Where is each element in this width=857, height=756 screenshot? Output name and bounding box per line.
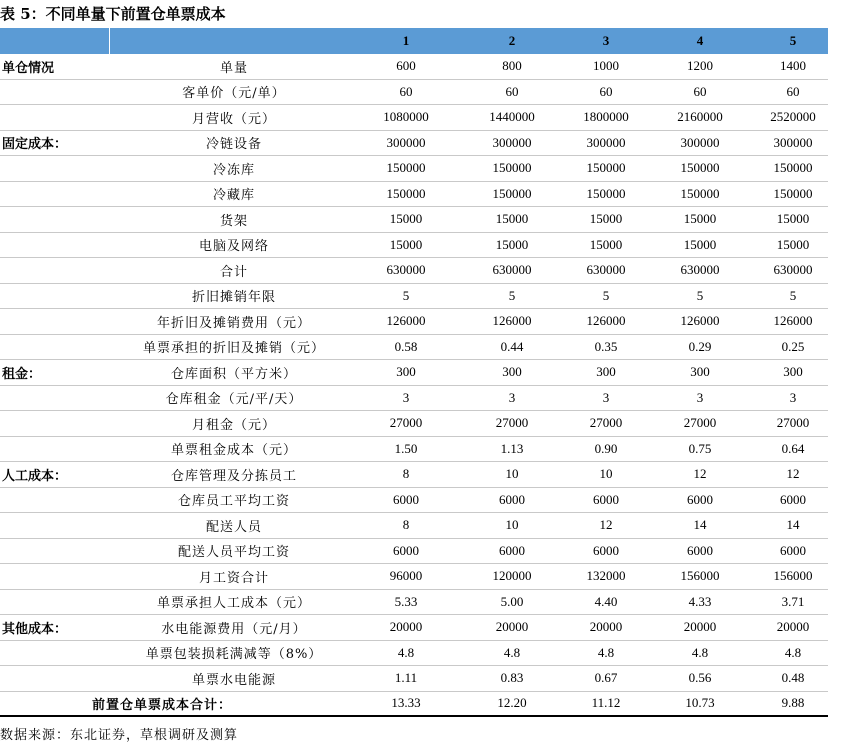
row-value: 1.13 [500, 440, 524, 456]
row-value: 630000 [773, 262, 813, 278]
row-value: 120000 [492, 568, 532, 584]
row-value: 300000 [680, 134, 720, 150]
row-value: 150000 [386, 160, 426, 176]
row-item-label: 折旧摊销年限 [191, 290, 276, 306]
row-item-label: 仓库面积（平方米） [170, 366, 297, 382]
row-value: 15000 [495, 236, 529, 252]
row-item-label: 单票承担人工成本（元） [156, 596, 311, 612]
row-value: 27000 [589, 415, 623, 431]
header-col: 4 [696, 33, 704, 48]
row-value: 10 [505, 517, 519, 533]
row-value: 15000 [495, 211, 529, 227]
header-col: 2 [508, 33, 516, 48]
row-value: 20000 [683, 619, 717, 635]
row-value: 3 [696, 389, 704, 405]
row-value: 126000 [386, 313, 426, 329]
row-item-label: 仓库租金（元/平/天） [165, 392, 303, 408]
row-value: 300 [690, 364, 710, 380]
row-category [0, 564, 110, 589]
row-value: 3 [602, 389, 610, 405]
row-value: 1400 [780, 58, 806, 74]
table-body [0, 54, 828, 692]
row-value: 4.8 [597, 644, 615, 660]
row-value: 2160000 [677, 109, 723, 125]
row-value: 150000 [680, 160, 720, 176]
row-category [0, 590, 110, 615]
row-value: 6000 [593, 542, 619, 558]
row-category [0, 258, 110, 283]
table-row [0, 131, 828, 157]
row-item-label: 电脑及网络 [198, 239, 269, 255]
table-row [0, 462, 828, 488]
row-value: 12 [786, 466, 800, 482]
table-row [0, 513, 828, 539]
data-source-note: 数据来源：东北证券，草根调研及测算 [0, 728, 239, 743]
row-value: 126000 [773, 313, 813, 329]
row-value: 5.33 [394, 593, 418, 609]
row-value: 300 [783, 364, 803, 380]
row-item-label: 仓库员工平均工资 [177, 494, 290, 510]
row-value: 150000 [773, 185, 813, 201]
row-value: 150000 [386, 185, 426, 201]
row-category [0, 335, 110, 360]
header-col: 5 [789, 33, 797, 48]
row-category [0, 105, 110, 130]
table-title: 表 5：不同单量下前置仓单票成本 [0, 5, 226, 23]
row-category: 租金： [2, 366, 42, 382]
row-value: 0.83 [500, 670, 524, 686]
row-category: 固定成本： [2, 137, 68, 153]
row-category [0, 411, 110, 436]
row-item-label: 水电能源费用（元/月） [161, 621, 307, 637]
row-item-label: 年折旧及摊销费用（元） [156, 315, 311, 331]
row-value: 0.90 [594, 440, 618, 456]
table-row [0, 564, 828, 590]
total-value: 13.33 [391, 695, 421, 711]
row-value: 0.58 [394, 338, 418, 354]
row-value: 5 [696, 287, 704, 303]
row-item-label: 单票承担的折旧及摊销（元） [142, 341, 325, 357]
row-value: 0.44 [500, 338, 524, 354]
row-value: 1440000 [489, 109, 535, 125]
row-item-label: 单量 [219, 60, 248, 76]
total-value: 9.88 [781, 695, 805, 711]
cost-table [0, 28, 828, 717]
row-item-label: 货架 [219, 213, 248, 229]
row-value: 5 [602, 287, 610, 303]
table-row [0, 80, 828, 106]
table-row [0, 539, 828, 565]
row-item-label: 月工资合计 [198, 570, 269, 586]
row-item-label: 客单价（元/单） [182, 86, 286, 102]
row-value: 300 [396, 364, 416, 380]
row-value: 60 [599, 83, 613, 99]
row-value: 126000 [586, 313, 626, 329]
row-value: 15000 [389, 211, 423, 227]
row-value: 20000 [389, 619, 423, 635]
row-category [0, 182, 110, 207]
row-category [0, 437, 110, 462]
row-value: 6000 [687, 542, 713, 558]
header-col: 3 [602, 33, 610, 48]
row-value: 15000 [389, 236, 423, 252]
total-label: 前置仓单票成本合计： [92, 697, 233, 713]
row-item-label: 单票包装损耗满减等（8%） [145, 647, 323, 663]
row-value: 5 [508, 287, 516, 303]
header-blank-category [0, 28, 110, 54]
row-category [0, 539, 110, 564]
row-item-label: 配送人员 [205, 519, 262, 535]
row-value: 1.50 [394, 440, 418, 456]
row-value: 126000 [680, 313, 720, 329]
row-value: 300000 [586, 134, 626, 150]
row-value: 60 [505, 83, 519, 99]
row-value: 27000 [683, 415, 717, 431]
table-row [0, 182, 828, 208]
row-value: 0.67 [594, 670, 618, 686]
row-value: 3 [508, 389, 516, 405]
row-value: 27000 [389, 415, 423, 431]
row-value: 12 [693, 466, 707, 482]
row-item-label: 冷链设备 [205, 137, 262, 153]
row-value: 2520000 [770, 109, 816, 125]
row-value: 630000 [386, 262, 426, 278]
row-item-label: 仓库管理及分拣员工 [170, 468, 297, 484]
row-value: 60 [399, 83, 413, 99]
row-value: 27000 [776, 415, 810, 431]
row-value: 6000 [593, 491, 619, 507]
row-value: 600 [396, 58, 416, 74]
row-value: 60 [786, 83, 800, 99]
table-row [0, 284, 828, 310]
row-value: 15000 [683, 211, 717, 227]
total-value: 10.73 [685, 695, 715, 711]
table-row [0, 386, 828, 412]
total-value: 11.12 [591, 695, 621, 711]
row-category [0, 386, 110, 411]
row-value: 5.00 [500, 593, 524, 609]
table-row [0, 105, 828, 131]
row-value: 15000 [589, 211, 623, 227]
total-value: 12.20 [497, 695, 527, 711]
row-item-label: 配送人员平均工资 [177, 545, 290, 561]
row-value: 156000 [773, 568, 813, 584]
header-blank-item [110, 28, 358, 54]
row-category [0, 488, 110, 513]
row-value: 5 [402, 287, 410, 303]
table-row [0, 590, 828, 616]
row-category [0, 309, 110, 334]
row-category: 人工成本： [2, 468, 68, 484]
row-value: 14 [693, 517, 707, 533]
row-value: 0.75 [688, 440, 712, 456]
row-value: 300 [596, 364, 616, 380]
row-value: 27000 [495, 415, 529, 431]
table-row [0, 437, 828, 463]
row-value: 126000 [492, 313, 532, 329]
row-value: 1800000 [583, 109, 629, 125]
row-category [0, 156, 110, 181]
row-value: 3 [402, 389, 410, 405]
table-row [0, 335, 828, 361]
row-category [0, 80, 110, 105]
row-value: 630000 [586, 262, 626, 278]
table-row [0, 488, 828, 514]
row-value: 6000 [393, 542, 419, 558]
row-value: 300000 [492, 134, 532, 150]
row-category [0, 207, 110, 232]
table-row [0, 309, 828, 335]
row-item-label: 冷藏库 [212, 188, 255, 204]
row-value: 0.35 [594, 338, 618, 354]
row-value: 6000 [687, 491, 713, 507]
row-value: 132000 [586, 568, 626, 584]
row-value: 20000 [776, 619, 810, 635]
row-value: 5 [789, 287, 797, 303]
row-value: 15000 [776, 236, 810, 252]
row-value: 300000 [773, 134, 813, 150]
row-value: 4.40 [594, 593, 618, 609]
row-value: 96000 [389, 568, 423, 584]
table-row [0, 615, 828, 641]
row-value: 14 [786, 517, 800, 533]
row-value: 15000 [589, 236, 623, 252]
row-value: 10 [505, 466, 519, 482]
total-row [0, 692, 828, 718]
row-value: 0.56 [688, 670, 712, 686]
row-value: 150000 [773, 160, 813, 176]
row-value: 150000 [492, 185, 532, 201]
row-category [0, 284, 110, 309]
row-value: 15000 [683, 236, 717, 252]
row-value: 0.48 [781, 670, 805, 686]
header-col: 1 [402, 33, 410, 48]
row-value: 300000 [386, 134, 426, 150]
row-value: 150000 [586, 160, 626, 176]
table-row [0, 360, 828, 386]
row-value: 1.11 [394, 670, 418, 686]
table-row [0, 641, 828, 667]
row-value: 3 [789, 389, 797, 405]
row-value: 300 [502, 364, 522, 380]
row-value: 1080000 [383, 109, 429, 125]
row-item-label: 单票水电能源 [191, 672, 276, 688]
row-value: 0.25 [781, 338, 805, 354]
row-value: 4.8 [784, 644, 802, 660]
row-value: 8 [402, 517, 410, 533]
table-header [0, 28, 828, 54]
row-item-label: 单票租金成本（元） [170, 443, 297, 459]
row-value: 4.8 [691, 644, 709, 660]
row-value: 4.33 [688, 593, 712, 609]
row-value: 10 [599, 466, 613, 482]
row-item-label: 月租金（元） [191, 417, 276, 433]
row-value: 6000 [393, 491, 419, 507]
table-row [0, 233, 828, 259]
table-row [0, 666, 828, 692]
row-value: 0.64 [781, 440, 805, 456]
row-value: 1000 [593, 58, 619, 74]
row-value: 6000 [499, 491, 525, 507]
row-value: 20000 [589, 619, 623, 635]
row-category [0, 513, 110, 538]
table-row [0, 411, 828, 437]
row-value: 3.71 [781, 593, 805, 609]
row-value: 156000 [680, 568, 720, 584]
row-value: 20000 [495, 619, 529, 635]
row-value: 150000 [492, 160, 532, 176]
row-value: 150000 [586, 185, 626, 201]
row-category: 其他成本： [2, 621, 68, 637]
row-value: 630000 [492, 262, 532, 278]
row-value: 630000 [680, 262, 720, 278]
row-value: 8 [402, 466, 410, 482]
row-value: 150000 [680, 185, 720, 201]
row-value: 0.29 [688, 338, 712, 354]
row-value: 6000 [499, 542, 525, 558]
row-value: 15000 [776, 211, 810, 227]
row-category: 单仓情况 [2, 60, 55, 76]
table-row [0, 207, 828, 233]
row-item-label: 月营收（元） [191, 111, 276, 127]
row-value: 60 [693, 83, 707, 99]
row-value: 1200 [687, 58, 713, 74]
row-value: 800 [502, 58, 522, 74]
table-row [0, 258, 828, 284]
row-value: 12 [599, 517, 613, 533]
row-item-label: 合计 [219, 264, 248, 280]
row-value: 4.8 [397, 644, 415, 660]
table-row [0, 54, 828, 80]
table-row [0, 156, 828, 182]
row-value: 6000 [780, 491, 806, 507]
row-category [0, 233, 110, 258]
row-category [0, 666, 110, 691]
row-value: 4.8 [503, 644, 521, 660]
row-item-label: 冷冻库 [212, 162, 255, 178]
row-category [0, 641, 110, 666]
row-value: 6000 [780, 542, 806, 558]
